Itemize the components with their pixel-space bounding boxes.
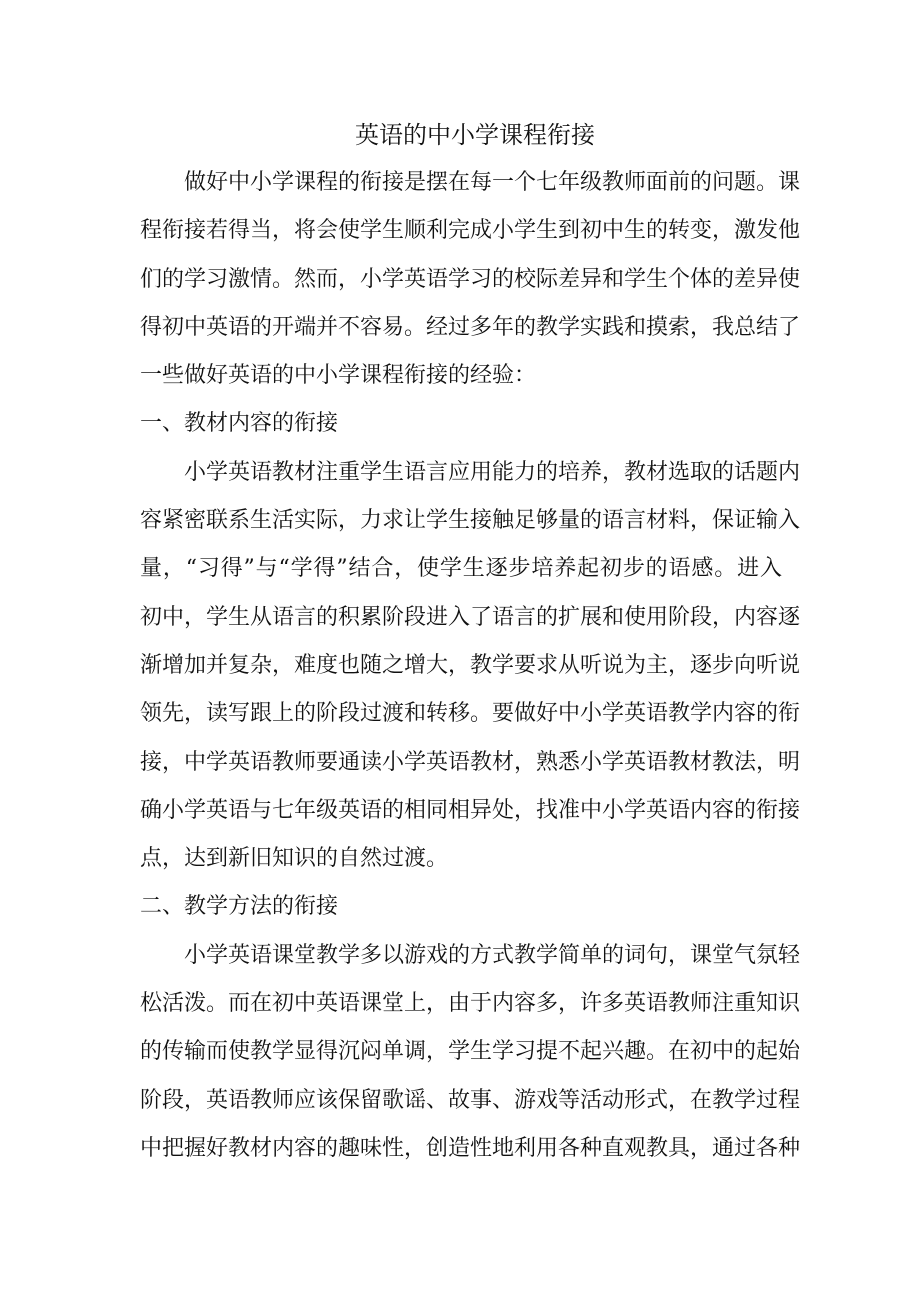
paragraph-line: 的传输而使教学显得沉闷单调，学生学习提不起兴趣。在初中的起始 <box>140 1039 801 1065</box>
document-body <box>140 166 801 1180</box>
paragraph-line: 量，“习得”与“学得”结合，使学生逐步培养起初步的语感。进入 <box>140 556 782 582</box>
paragraph-line: 一些做好英语的中小学课程衔接的经验： <box>140 363 537 389</box>
paragraph-line: 渐增加并复杂，难度也随之增大，教学要求从听说为主，逐步向听说 <box>140 652 801 678</box>
paragraph-line: 松活泼。而在初中英语课堂上，由于内容多，许多英语教师注重知识 <box>140 991 801 1017</box>
section-heading: 二、教学方法的衔接 <box>140 894 339 920</box>
paragraph-line: 容紧密联系生活实际，力求让学生接触足够量的语言材料，保证输入 <box>140 508 801 534</box>
paragraph-line: 们的学习激情。然而，小学英语学习的校际差异和学生个体的差异使 <box>140 266 801 292</box>
paragraph-line: 程衔接若得当，将会使学生顺利完成小学生到初中生的转变，激发他 <box>140 218 801 244</box>
paragraph-line: 阶段，英语教师应该保留歌谣、故事、游戏等活动形式，在教学过程 <box>140 1087 801 1113</box>
paragraph-line: 小学英语教材注重学生语言应用能力的培养，教材选取的话题内 <box>184 459 801 485</box>
paragraph-line: 得初中英语的开端并不容易。经过多年的教学实践和摸索，我总结了 <box>140 314 801 340</box>
paragraph-line: 做好中小学课程的衔接是摆在每一个七年级教师面前的问题。课 <box>184 170 801 195</box>
document-title: 英语的中小学课程衔接 <box>355 121 595 149</box>
paragraph-line: 点，达到新旧知识的自然过渡。 <box>140 846 449 872</box>
section-heading: 一、教材内容的衔接 <box>140 411 339 437</box>
paragraph-line: 接，中学英语教师要通读小学英语教材，熟悉小学英语教材教法，明 <box>140 749 801 775</box>
paragraph-line: 中把握好教材内容的趣味性，创造性地利用各种直观教具，通过各种 <box>140 1135 801 1161</box>
paragraph-line: 确小学英语与七年级英语的相同相异处，找准中小学英语内容的衔接 <box>140 797 801 823</box>
paragraph-line: 初中，学生从语言的积累阶段进入了语言的扩展和使用阶段，内容逐 <box>140 604 801 630</box>
paragraph-line: 领先，读写跟上的阶段过渡和转移。要做好中小学英语教学内容的衔 <box>140 701 801 727</box>
paragraph-line: 小学英语课堂教学多以游戏的方式教学简单的词句，课堂气氛轻 <box>184 942 801 968</box>
